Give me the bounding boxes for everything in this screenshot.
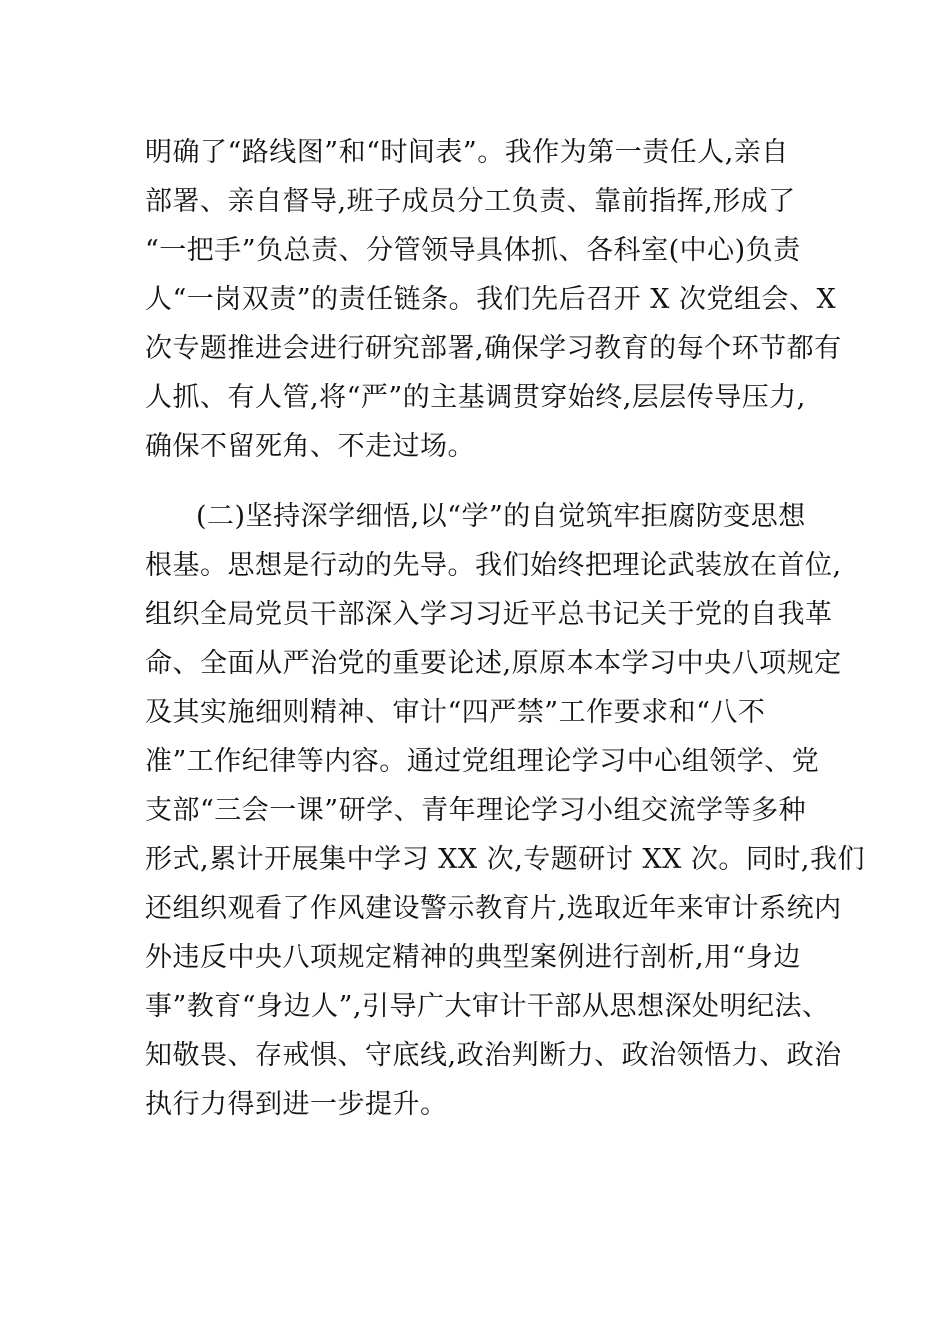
text-line: 确保不留死角、不走过场。 bbox=[145, 431, 475, 462]
section-heading-line: (二)坚持深学细悟,以“学”的自觉筑牢拒腐防变思想 bbox=[196, 501, 806, 532]
text-line: 事”教育“身边人”,引导广大审计干部从思想深处明纪法、 bbox=[145, 991, 830, 1022]
text-line: 命、全面从严治党的重要论述,原原本本学习中央八项规定 bbox=[145, 648, 842, 679]
text-line: 准”工作纪律等内容。通过党组理论学习中心组领学、党 bbox=[145, 746, 820, 777]
text-line: 支部“三会一课”研学、青年理论学习小组交流学等多种 bbox=[145, 795, 807, 826]
text-line: “一把手”负总责、分管领导具体抓、各科室(中心)负责 bbox=[145, 235, 801, 266]
text-line: 人抓、有人管,将“严”的主基调贯穿始终,层层传导压力, bbox=[145, 382, 806, 413]
text-line: 外违反中央八项规定精神的典型案例进行剖析,用“身边 bbox=[145, 942, 801, 973]
text-line: 根基。思想是行动的先导。我们始终把理论武装放在首位, bbox=[145, 550, 842, 581]
text-line: 人“一岗双责”的责任链条。我们先后召开 X 次党组会、X bbox=[145, 284, 837, 315]
text-line: 执行力得到进一步提升。 bbox=[145, 1089, 448, 1120]
text-line: 部署、亲自督导,班子成员分工负责、靠前指挥,形成了 bbox=[145, 186, 796, 217]
text-line: 组织全局党员干部深入学习习近平总书记关于党的自我革 bbox=[145, 599, 833, 630]
text-line: 还组织观看了作风建设警示教育片,选取近年来审计系统内 bbox=[145, 893, 842, 924]
text-line: 明确了“路线图”和“时间表”。我作为第一责任人,亲自 bbox=[145, 137, 789, 168]
text-line: 形式,累计开展集中学习 XX 次,专题研讨 XX 次。同时,我们 bbox=[145, 844, 865, 875]
text-line: 知敬畏、存戒惧、守底线,政治判断力、政治领悟力、政治 bbox=[145, 1040, 842, 1071]
text-line: 次专题推进会进行研究部署,确保学习教育的每个环节都有 bbox=[145, 333, 842, 364]
text-line: 及其实施细则精神、审计“四严禁”工作要求和“八不 bbox=[145, 697, 766, 728]
